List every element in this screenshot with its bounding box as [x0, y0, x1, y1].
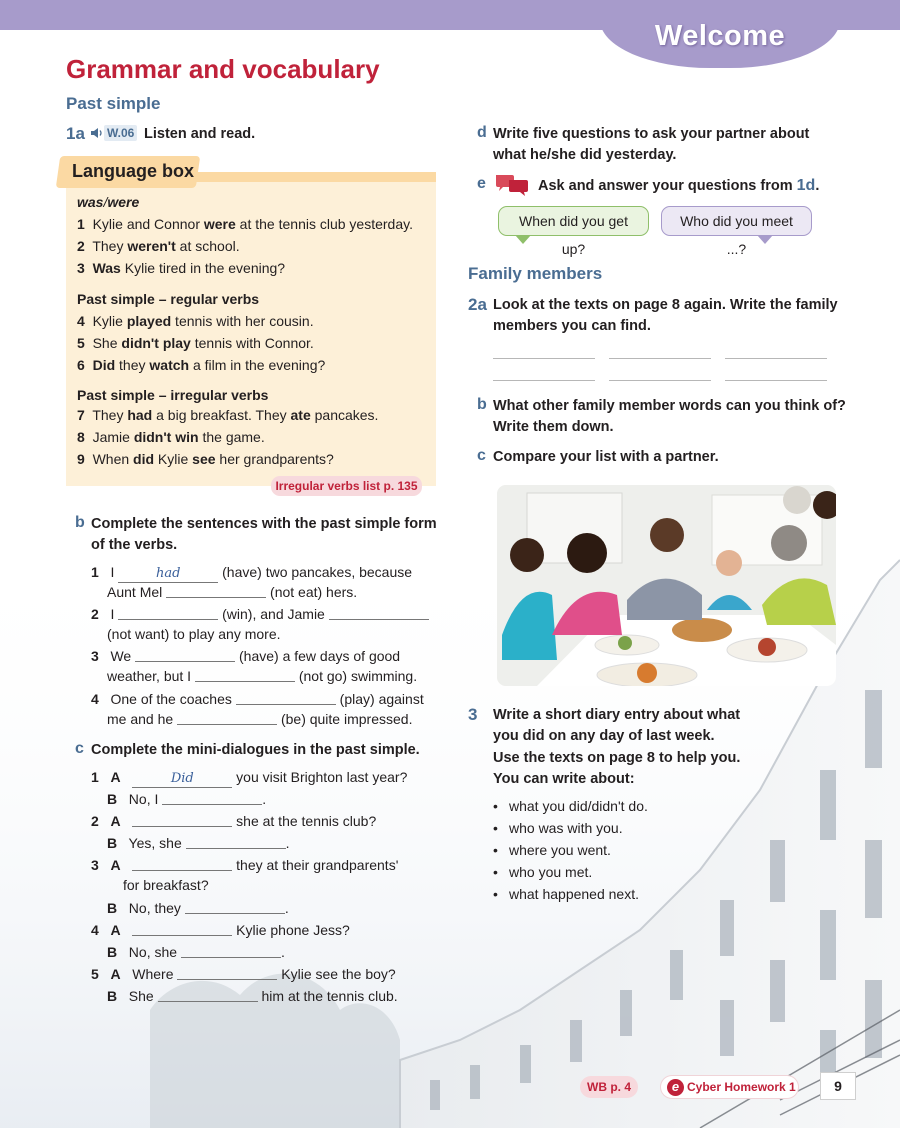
- language-box-label: Language box: [72, 161, 195, 181]
- exercise-1b-sentence-1: 1 I had (have) two pancakes, because: [91, 564, 413, 581]
- bubble-tail: [757, 235, 773, 244]
- answer-gap[interactable]: [166, 584, 266, 598]
- answer-gap[interactable]: [236, 691, 336, 705]
- answer-gap[interactable]: [177, 711, 277, 725]
- exercise-2a-instruction-line1: Look at the texts on page 8 again. Write the family: [493, 297, 838, 313]
- answer-gap[interactable]: had: [118, 566, 218, 583]
- diary-prompt-item: • who was with you.: [509, 818, 623, 838]
- language-box-item: 4 Kylie played tennis with her cousin.: [77, 313, 314, 329]
- language-box-item: 5 She didn't play tennis with Connor.: [77, 335, 314, 351]
- answer-gap[interactable]: [118, 606, 218, 620]
- exercise-1d-instruction-line1: Write five questions to ask your partner about: [493, 126, 810, 142]
- writing-line[interactable]: [609, 380, 711, 381]
- exercise-1e-instruction: Ask and answer your questions from 1d.: [538, 177, 820, 194]
- dialogue-3-a: 3 A they at their grandparents': [91, 857, 399, 873]
- answer-gap[interactable]: [132, 857, 232, 871]
- answer-gap[interactable]: [158, 988, 258, 1002]
- bubble-tail: [515, 235, 531, 244]
- exercise-1c-instruction: Complete the mini-dialogues in the past simple.: [91, 742, 420, 758]
- answer-gap[interactable]: [195, 668, 295, 682]
- exercise-1a-instruction: Listen and read.: [144, 126, 256, 142]
- speaker-icon[interactable]: [90, 126, 104, 140]
- language-box-item: 7 They had a big breakfast. They ate pancakes.: [77, 407, 379, 423]
- language-box-item: 1 Kylie and Connor were at the tennis club yesterday.: [77, 216, 413, 232]
- family-meal-photo: [497, 485, 836, 686]
- dialogue-4-b: B No, she .: [107, 944, 285, 960]
- section-title-past-simple: Past simple: [66, 94, 161, 113]
- dialogue-1-a: 1 A Did you visit Brighton last year?: [91, 769, 408, 786]
- exercise-1d-instruction-line2: what he/she did yesterday.: [493, 147, 677, 163]
- exercise-letter-1b: b: [75, 514, 85, 531]
- answer-gap[interactable]: [132, 922, 232, 936]
- audio-track-code[interactable]: W.06: [104, 125, 137, 141]
- exercise-1b-sentence-2: 2 I (win), and Jamie: [91, 604, 429, 624]
- exercise-letter-2c: c: [477, 447, 486, 464]
- exercise-1b-instruction-line1: Complete the sentences with the past simple form: [91, 516, 437, 532]
- exercise-letter-1c: c: [75, 740, 84, 757]
- exercise-1b-sentence-4-cont: me and he (be) quite impressed.: [107, 711, 413, 727]
- answer-gap[interactable]: [181, 944, 281, 958]
- language-box-item: 3 Was Kylie tired in the evening?: [77, 260, 286, 276]
- diary-prompt-item: • what happened next.: [509, 884, 639, 904]
- answer-gap[interactable]: [177, 966, 277, 980]
- exercise-1b-sentence-4: 4 One of the coaches (play) against: [91, 691, 424, 707]
- e-logo-icon: e: [667, 1079, 684, 1096]
- exercise-number-1a: 1a: [66, 124, 85, 143]
- diary-prompt-item: • what you did/didn't do.: [509, 796, 648, 816]
- writing-line[interactable]: [725, 380, 827, 381]
- language-box-item: 6 Did they watch a film in the evening?: [77, 357, 326, 373]
- exercise-letter-1d: d: [477, 124, 487, 141]
- writing-line[interactable]: [609, 358, 711, 359]
- dialogue-1-b: B No, I .: [107, 791, 267, 807]
- exercise-1b-sentence-3-cont: weather, but I (not go) swimming.: [107, 668, 418, 684]
- dialogue-2-b: B Yes, she .: [107, 835, 290, 851]
- section-title-family-members: Family members: [468, 264, 603, 283]
- diary-prompt-item: • where you went.: [509, 840, 611, 860]
- exercise-3-instruction-line4: You can write about:: [493, 771, 635, 787]
- cyber-homework-link[interactable]: Cyber Homework 1: [661, 1076, 798, 1098]
- writing-line[interactable]: [493, 358, 595, 359]
- example-question-bubble-2: Who did you meet ...?: [661, 206, 812, 236]
- exercise-1b-instruction-line2: of the verbs.: [91, 537, 178, 553]
- diary-prompt-item: • who you met.: [509, 862, 592, 882]
- answer-gap[interactable]: [135, 648, 235, 662]
- answer-gap[interactable]: [186, 835, 286, 849]
- dialogue-4-a: 4 A Kylie phone Jess?: [91, 922, 350, 938]
- example-question-bubble-1: When did you get up?: [498, 206, 649, 236]
- language-box-group-regular: Past simple – regular verbs: [77, 291, 260, 307]
- exercise-letter-2b: b: [477, 396, 487, 413]
- language-box-item: 9 When did Kylie see her grandparents?: [77, 451, 334, 467]
- exercise-3-instruction-line1: Write a short diary entry about what: [493, 707, 741, 723]
- exercise-3-instruction-line3: Use the texts on page 8 to help you.: [493, 750, 741, 766]
- speech-bubbles-icon: [494, 173, 530, 197]
- language-box-group-irregular: Past simple – irregular verbs: [77, 387, 269, 403]
- dialogue-3-b: B No, they .: [107, 900, 289, 916]
- exercise-1b-sentence-3: 3 We (have) a few days of good: [91, 648, 401, 664]
- exercise-letter-1e: e: [477, 175, 486, 192]
- answer-gap[interactable]: [132, 813, 232, 827]
- workbook-reference-link[interactable]: WB p. 4: [580, 1076, 638, 1098]
- answer-gap[interactable]: Did: [132, 771, 232, 788]
- exercise-2b-instruction-line1: What other family member words can you think of?: [493, 398, 846, 414]
- exercise-2c-instruction: Compare your list with a partner.: [493, 449, 719, 465]
- page-title: Grammar and vocabulary: [66, 54, 380, 84]
- exercise-1b-sentence-1-cont: Aunt Mel (not eat) hers.: [107, 584, 358, 600]
- answer-gap[interactable]: [162, 791, 262, 805]
- dialogue-2-a: 2 A she at the tennis club?: [91, 813, 377, 829]
- language-box-item: 8 Jamie didn't win the game.: [77, 429, 265, 445]
- dialogue-5-a: 5 A Where Kylie see the boy?: [91, 966, 396, 982]
- exercise-2a-instruction-line2: members you can find.: [493, 318, 651, 334]
- irregular-verbs-reference-link[interactable]: Irregular verbs list p. 135: [271, 476, 422, 496]
- exercise-1b-sentence-2-cont: (not want) to play any more.: [107, 626, 281, 642]
- exercise-number-3: 3: [468, 705, 478, 724]
- answer-gap[interactable]: [329, 606, 429, 620]
- language-box-item: 2 They weren't at school.: [77, 238, 240, 254]
- dialogue-3-a-cont: for breakfast?: [123, 877, 209, 893]
- answer-gap[interactable]: [185, 900, 285, 914]
- page-number: 9: [820, 1072, 856, 1100]
- exercise-3-instruction-line2: you did on any day of last week.: [493, 728, 715, 744]
- writing-line[interactable]: [493, 380, 595, 381]
- unit-tab-title: Welcome: [654, 20, 786, 52]
- exercise-number-2a: 2a: [468, 295, 487, 314]
- writing-line[interactable]: [725, 358, 827, 359]
- dialogue-5-b: B She him at the tennis club.: [107, 988, 398, 1004]
- exercise-2b-instruction-line2: Write them down.: [493, 419, 614, 435]
- language-box-group-was-were: was/were: [77, 194, 140, 210]
